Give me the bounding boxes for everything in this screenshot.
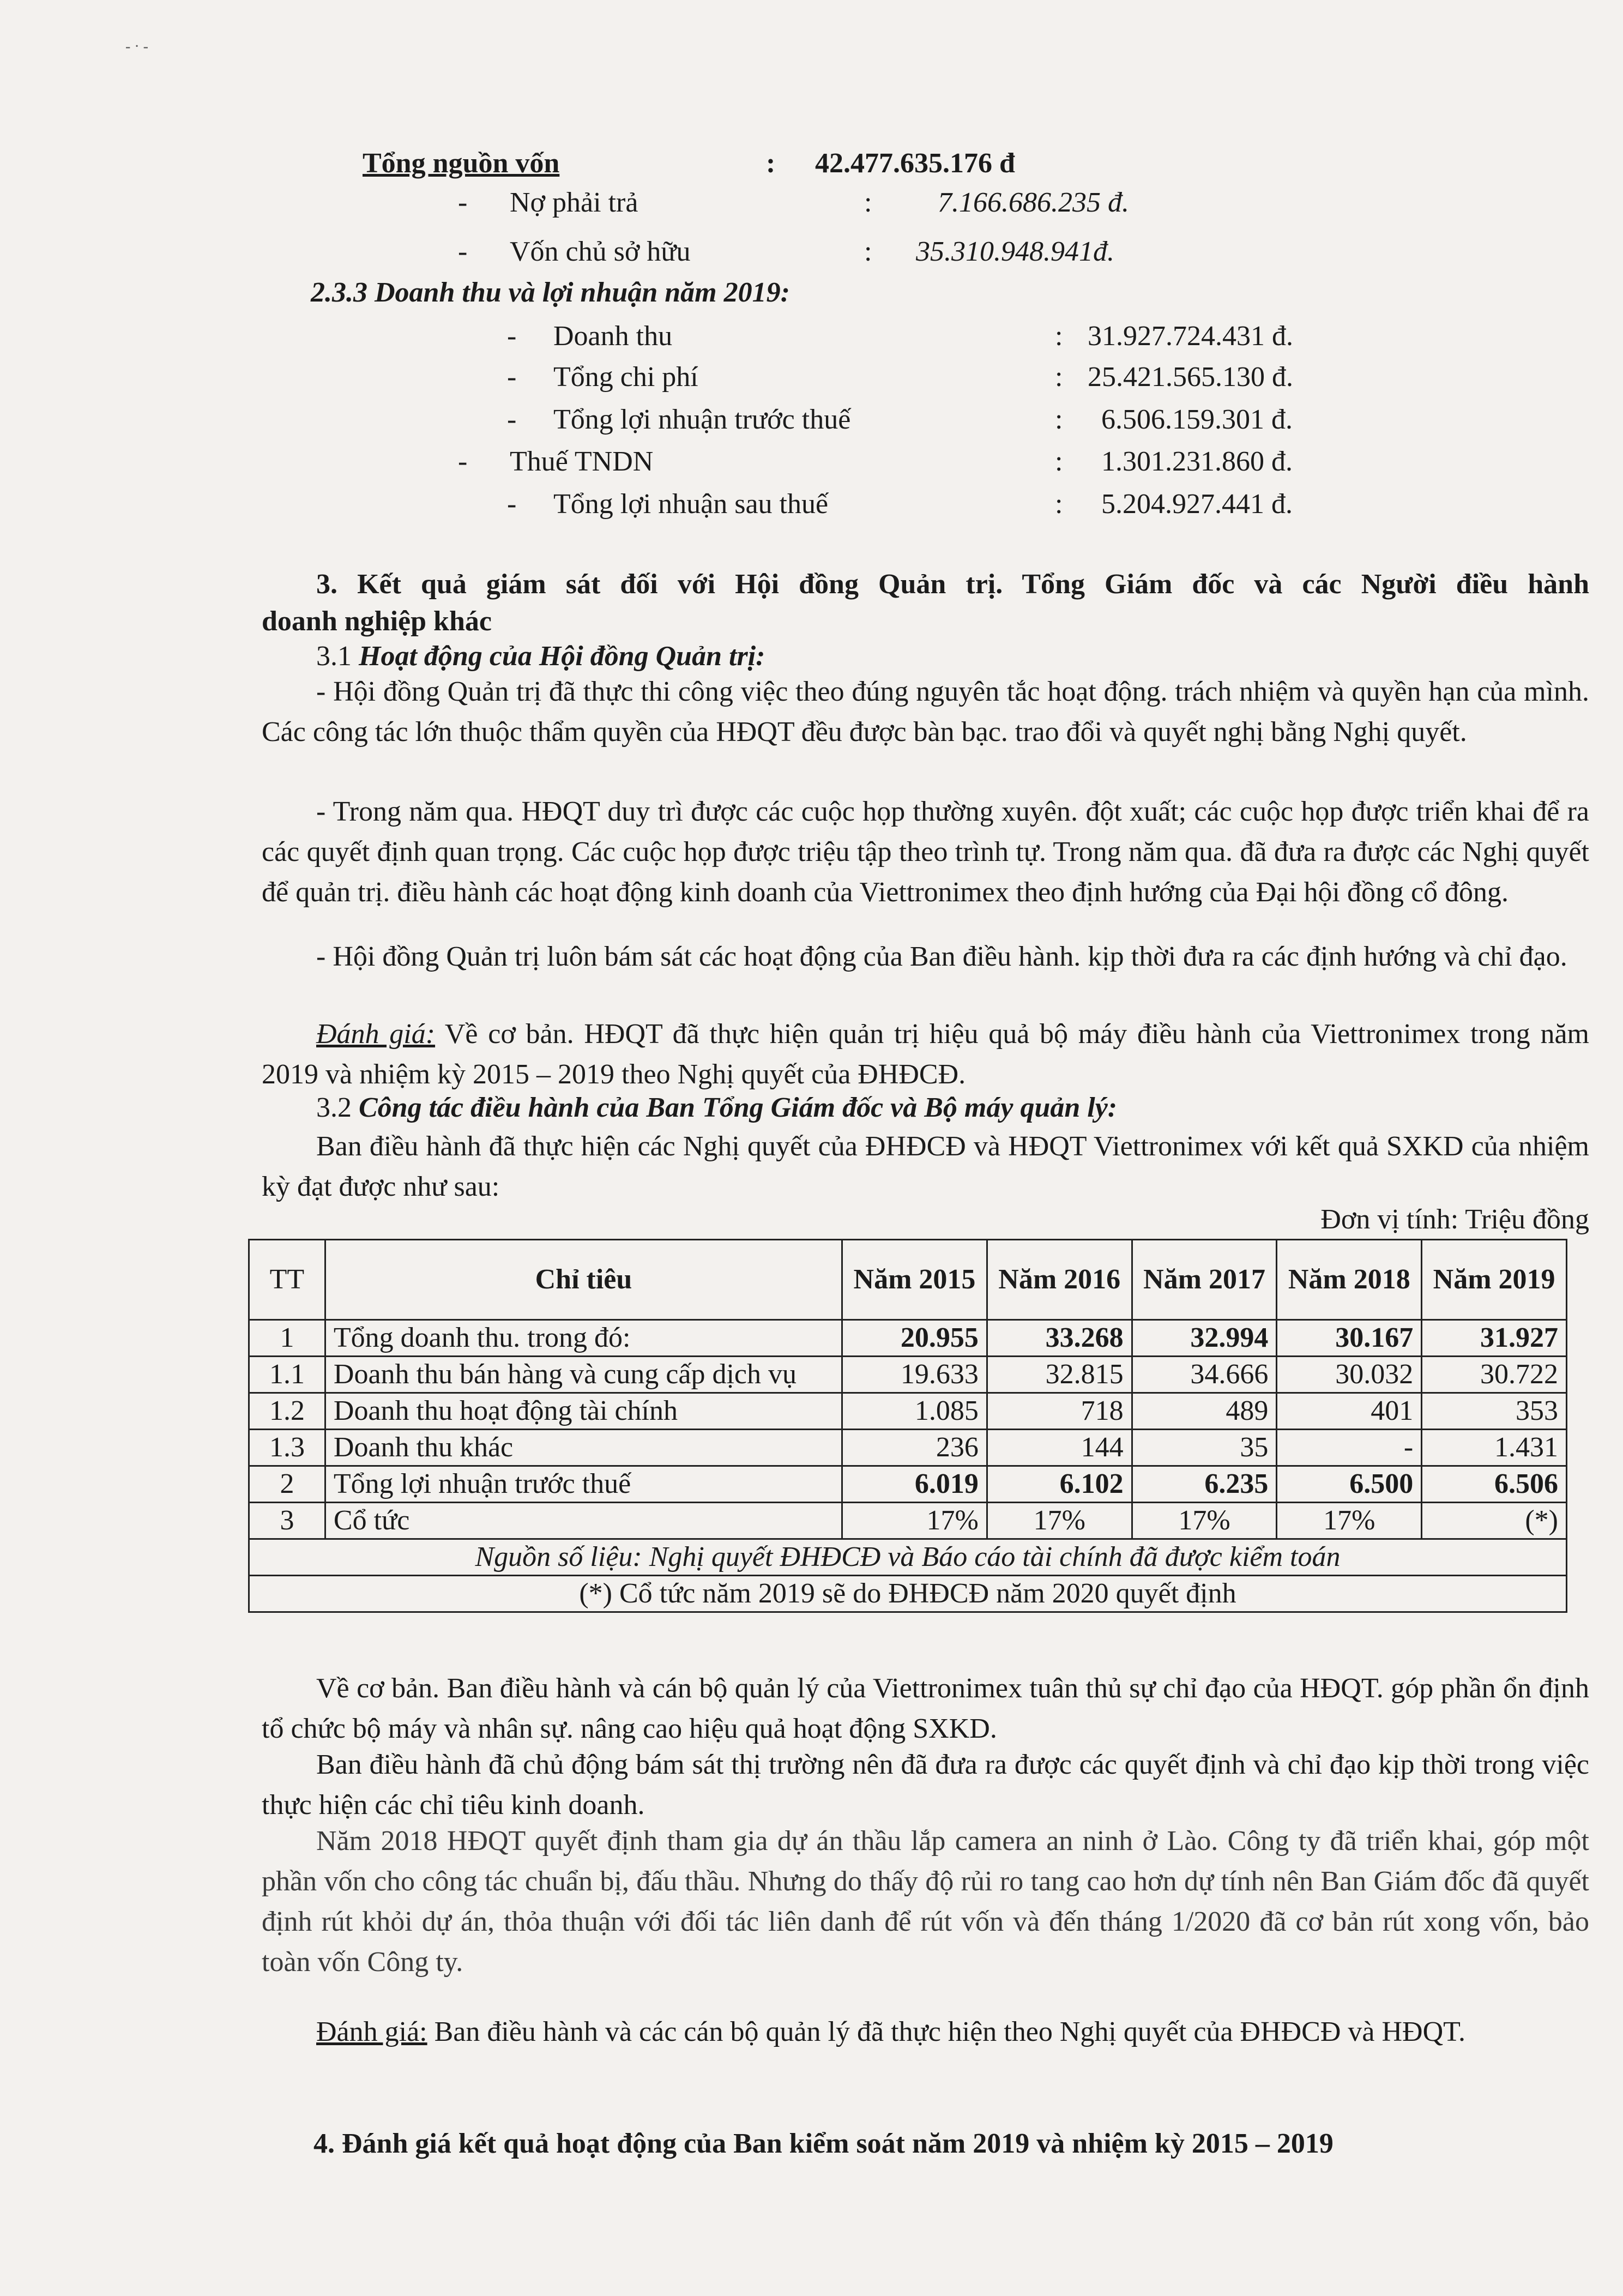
cell-2015: 1.085 — [842, 1393, 987, 1430]
cell-2016: 17% — [987, 1503, 1132, 1539]
colon: : — [1055, 446, 1063, 477]
paragraph-market-tracking: Ban điều hành đã chủ động bám sát thị trường nên đã đưa ra được các quyết định và chỉ đạo kịp thời trong việc thực hiện các chỉ tiêu kinh doanh. — [262, 1749, 1589, 1821]
paragraph-board-meetings: - Trong năm qua. HĐQT duy trì được các cuộc họp thường xuyên. đột xuất; các cuộc họp được triển khai để ra các quyết định quan trọng. Các cuộc họp được triệu tập theo trình tự. Trong năm qua. đã đưa ra được các Nghị quyết để quản trị. điều hành các hoạt động kinh doanh của Viettronimex theo định hướng của Đại hội đồng cổ đông. — [262, 796, 1589, 908]
cell-2015: 19.633 — [842, 1357, 987, 1393]
cell-2018: 30.167 — [1277, 1320, 1422, 1357]
dash: - — [507, 404, 517, 435]
cell-metric: Doanh thu bán hàng và cung cấp dịch vụ — [325, 1357, 842, 1393]
evaluation-2-label: Đánh giá: — [316, 2016, 427, 2047]
cit-label: Thuế TNDN — [510, 446, 654, 477]
cell-2016: 144 — [987, 1430, 1132, 1466]
cell-tt: 1.3 — [249, 1430, 325, 1466]
cell-2018: - — [1277, 1430, 1422, 1466]
cell-2017: 34.666 — [1132, 1357, 1277, 1393]
paragraph-evaluation-2 — [262, 2012, 1589, 2052]
table-source-row — [249, 1539, 1567, 1576]
table-header-row — [249, 1240, 1567, 1320]
equity-label: Vốn chủ sở hữu — [510, 236, 691, 267]
subsection-32-title: Công tác điều hành của Ban Tổng Giám đốc và Bộ máy quản lý: — [359, 1092, 1118, 1123]
cell-2015: 6.019 — [842, 1466, 987, 1503]
cell-metric: Doanh thu hoạt động tài chính — [325, 1393, 842, 1430]
cit-value: 1.301.231.860 đ. — [1101, 446, 1293, 477]
dash: - — [507, 489, 517, 520]
cell-metric: Tổng doanh thu. trong đó: — [325, 1320, 842, 1357]
cell-tt: 1.1 — [249, 1357, 325, 1393]
table-footnote-row — [249, 1576, 1567, 1612]
aftertax-profit-label: Tổng lợi nhuận sau thuế — [553, 489, 829, 520]
section-3-title-line2: doanh nghiệp khác — [262, 606, 492, 637]
evaluation-2-text: Ban điều hành và các cán bộ quản lý đã thực hiện theo Nghị quyết của ĐHĐCĐ và HĐQT. — [427, 2016, 1466, 2047]
capital-total: 42.477.635.176 đ — [815, 148, 1015, 179]
liabilities-value: 7.166.686.235 đ. — [938, 187, 1129, 218]
cell-2016: 33.268 — [987, 1320, 1132, 1357]
dash: - — [458, 187, 468, 218]
cell-2019: 1.431 — [1422, 1430, 1567, 1466]
colon: : — [1055, 489, 1063, 520]
revenue-value: 31.927.724.431 đ. — [1088, 321, 1293, 352]
cell-tt: 3 — [249, 1503, 325, 1539]
cell-2015: 236 — [842, 1430, 987, 1466]
header-2019: Năm 2019 — [1422, 1240, 1567, 1320]
table-source: Nguồn số liệu: Nghị quyết ĐHĐCĐ và Báo cáo tài chính đã được kiểm toán — [249, 1539, 1567, 1576]
paragraph-board-duties: - Hội đồng Quản trị đã thực thi công việc theo đúng nguyên tắc hoạt động. trách nhiệm và quyền hạn của mình. Các công tác lớn thuộc thẩm quyền của HĐQT đều được bàn bạc. trao đổi và quyết nghị bằng Nghị quyết. — [262, 676, 1589, 748]
table-row — [249, 1466, 1567, 1503]
total-cost-value: 25.421.565.130 đ. — [1088, 361, 1293, 393]
corner-marks: - · - — [125, 38, 148, 55]
table-row — [249, 1320, 1567, 1357]
cell-2015: 20.955 — [842, 1320, 987, 1357]
header-2017: Năm 2017 — [1132, 1240, 1277, 1320]
dash: - — [507, 361, 517, 393]
cell-2018: 6.500 — [1277, 1466, 1422, 1503]
cell-2019: 6.506 — [1422, 1466, 1567, 1503]
cell-2019: (*) — [1422, 1503, 1567, 1539]
cell-2017: 17% — [1132, 1503, 1277, 1539]
cell-2017: 489 — [1132, 1393, 1277, 1430]
unit-note: Đơn vị tính: Triệu đồng — [1320, 1204, 1589, 1235]
header-tt: TT — [249, 1240, 325, 1320]
cell-2019: 30.722 — [1422, 1357, 1567, 1393]
paragraph-exec-results: Ban điều hành đã thực hiện các Nghị quyết của ĐHĐCĐ và HĐQT Viettronimex với kết quả SXKD của nhiệm kỳ đạt được như sau: — [262, 1131, 1589, 1202]
cell-2017: 35 — [1132, 1430, 1277, 1466]
dash: - — [458, 236, 468, 267]
cell-2018: 17% — [1277, 1503, 1422, 1539]
header-2015: Năm 2015 — [842, 1240, 987, 1320]
aftertax-profit-value: 5.204.927.441 đ. — [1101, 489, 1293, 520]
colon: : — [864, 187, 872, 218]
colon: : — [1055, 404, 1063, 435]
results-table — [248, 1239, 1567, 1613]
cell-2019: 31.927 — [1422, 1320, 1567, 1357]
paragraph-board-oversight: - Hội đồng Quản trị luôn bám sát các hoạt động của Ban điều hành. kịp thời đưa ra các định hướng và chỉ đạo. — [316, 941, 1567, 972]
dash: - — [458, 446, 468, 477]
liabilities-label: Nợ phải trả — [510, 187, 638, 218]
subsection-31-number: 3.1 — [316, 641, 359, 672]
cell-2015: 17% — [842, 1503, 987, 1539]
section-233-title: 2.3.3 Doanh thu và lợi nhuận năm 2019: — [311, 277, 790, 308]
cell-2017: 6.235 — [1132, 1466, 1277, 1503]
capital-colon: : — [766, 148, 776, 179]
cell-tt: 2 — [249, 1466, 325, 1503]
evaluation-1-text: Về cơ bản. HĐQT đã thực hiện quản trị hiệu quả bộ máy điều hành của Viettronimex trong năm 2019 và nhiệm kỳ 2015 – 2019 theo Nghị quyết của ĐHĐCĐ. — [262, 1019, 1589, 1090]
evaluation-1-label: Đánh giá: — [316, 1019, 436, 1050]
capital-title: Tổng nguồn vốn — [363, 148, 560, 179]
cell-metric: Cổ tức — [325, 1503, 842, 1539]
header-2016: Năm 2016 — [987, 1240, 1132, 1320]
paragraph-evaluation-1 — [262, 1014, 1589, 1095]
pretax-profit-value: 6.506.159.301 đ. — [1101, 404, 1293, 435]
subsection-32-number: 3.2 — [316, 1092, 359, 1123]
header-metric: Chỉ tiêu — [325, 1240, 842, 1320]
cell-metric: Tổng lợi nhuận trước thuế — [325, 1466, 842, 1503]
table-row — [249, 1357, 1567, 1393]
table-footnote: (*) Cổ tức năm 2019 sẽ do ĐHĐCĐ năm 2020 quyết định — [249, 1576, 1567, 1612]
cell-2019: 353 — [1422, 1393, 1567, 1430]
subsection-31-heading — [316, 639, 765, 674]
equity-value: 35.310.948.941đ. — [916, 236, 1114, 267]
header-2018: Năm 2018 — [1277, 1240, 1422, 1320]
cell-2017: 32.994 — [1132, 1320, 1277, 1357]
subsection-32-heading — [316, 1090, 1117, 1125]
pretax-profit-label: Tổng lợi nhuận trước thuế — [553, 404, 851, 435]
cell-tt: 1 — [249, 1320, 325, 1357]
revenue-label: Doanh thu — [553, 321, 673, 352]
table-row — [249, 1393, 1567, 1430]
section-4-title: 4. Đánh giá kết quả hoạt động của Ban kiểm soát năm 2019 và nhiệm kỳ 2015 – 2019 — [313, 2128, 1334, 2159]
dash: - — [507, 321, 517, 352]
colon: : — [864, 236, 872, 267]
cell-2016: 718 — [987, 1393, 1132, 1430]
table-row — [249, 1430, 1567, 1466]
cell-2016: 32.815 — [987, 1357, 1132, 1393]
colon: : — [1055, 321, 1063, 352]
cell-tt: 1.2 — [249, 1393, 325, 1430]
colon: : — [1055, 361, 1063, 393]
section-3-title-line1: 3. Kết quả giám sát đối với Hội đồng Quản trị. Tổng Giám đốc và các Người điều hành — [316, 569, 1589, 600]
cell-2018: 30.032 — [1277, 1357, 1422, 1393]
paragraph-basic-compliance: Về cơ bản. Ban điều hành và cán bộ quản lý của Viettronimex tuân thủ sự chỉ đạo của HĐQT. góp phần ổn định tổ chức bộ máy và nhân sự. nâng cao hiệu quả hoạt động SXKD. — [262, 1673, 1589, 1744]
cell-metric: Doanh thu khác — [325, 1430, 842, 1466]
table-row — [249, 1503, 1567, 1539]
subsection-31-title: Hoạt động của Hội đồng Quản trị: — [359, 641, 765, 672]
cell-2018: 401 — [1277, 1393, 1422, 1430]
total-cost-label: Tổng chi phí — [553, 361, 698, 393]
paragraph-laos-project: Năm 2018 HĐQT quyết định tham gia dự án thầu lắp camera an ninh ở Lào. Công ty đã triển khai, góp một phần vốn cho công tác chuẩn bị, đấu thầu. Nhưng do thấy độ rủi ro tang cao hơn dự tính nên Ban Giám đốc đã quyết định rút khỏi dự án, thỏa thuận với đối tác liên danh để rút vốn và đến tháng 1/2020 đã cơ bản rút xong vốn, bảo toàn vốn Công ty. — [262, 1825, 1589, 1978]
cell-2016: 6.102 — [987, 1466, 1132, 1503]
